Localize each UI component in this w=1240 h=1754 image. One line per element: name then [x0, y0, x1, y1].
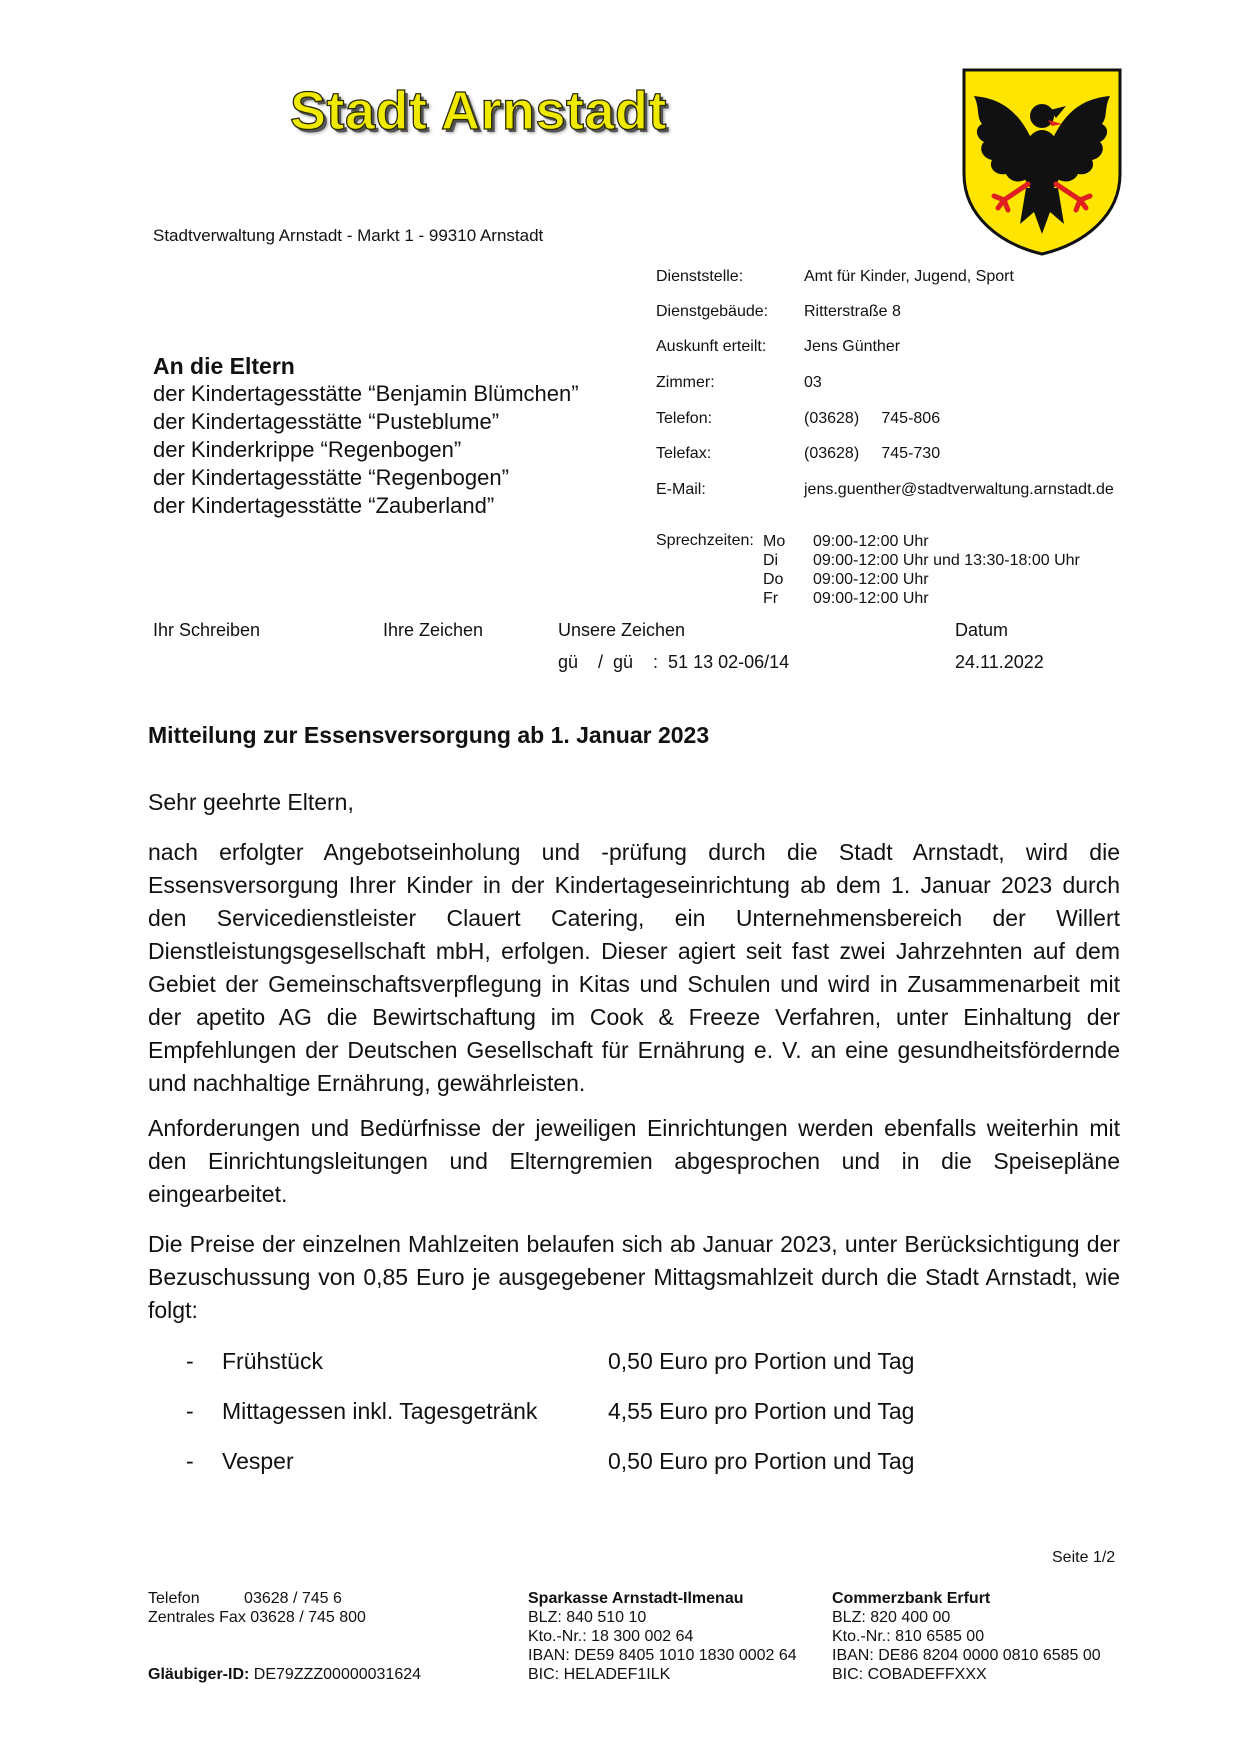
contact-value: Jens Günther	[804, 338, 901, 355]
office-hours-row	[763, 589, 929, 608]
contact-label: Telefon:	[656, 410, 713, 427]
letter-salutation: Sehr geehrte Eltern,	[148, 789, 354, 815]
datum-label: Datum	[955, 620, 1009, 640]
letter-paragraph: nach erfolgter Angebotseinholung und -prüfung durch die Stadt Arnstadt, wird die Essensversorgung Ihrer Kinder in der Kindertageseinrichtung ab dem 1. Januar 2023 durch den Servicedienstleister Clauert Catering, ein Unternehmensbereich der Willert Dienstleistungsgesellschaft mbH, erfolgen. Dieser agiert seit fast zwei Jahrzehnten auf dem Gebiet der Gemeinschaftsverpflegung in Kitas und Schulen und wird in Zusammenarbeit mit der apetito AG die Bewirtschaftung im Cook & Freeze Verfahren, unter Einhaltung der Empfehlungen der Deutschen Gesellschaft für Ernährung e. V. an eine gesundheitsfördernde und nachhaltige Ernährung, gewährleisten.	[148, 839, 1120, 1096]
sender-address-line: Stadtverwaltung Arnstadt - Markt 1 - 99310 Arnstadt	[153, 226, 544, 245]
contact-value: Ritterstraße 8	[804, 303, 901, 320]
unsere-zeichen-value: gü / gü : 51 13 02-06/14	[558, 652, 790, 672]
price-amount: 0,50 Euro pro Portion und Tag	[608, 1448, 915, 1474]
recipient-line: der Kindertagesstätte “Benjamin Blümchen”	[153, 381, 579, 406]
price-dash: -	[186, 1448, 194, 1474]
bank-line: BIC: COBADEFFXXX	[832, 1666, 987, 1683]
office-hours-time: 09:00-12:00 Uhr	[813, 590, 929, 607]
footer-phone: Telefon 03628 / 745 6	[148, 1590, 342, 1607]
contact-label: Dienstgebäude:	[656, 303, 769, 320]
page-number: Seite 1/2	[1052, 1549, 1116, 1566]
recipient-heading: An die Eltern	[153, 353, 295, 379]
office-hours-row	[763, 532, 929, 551]
recipient-line: der Kindertagesstätte “Regenbogen”	[153, 465, 509, 490]
contact-label: Telefax:	[656, 445, 712, 462]
office-hours-label: Sprechzeiten:	[656, 532, 754, 549]
letter-subject: Mitteilung zur Essensversorgung ab 1. Januar 2023	[148, 722, 710, 748]
city-title: Stadt Arnstadt	[290, 81, 668, 141]
creditor-value: DE79ZZZ00000031624	[253, 1666, 422, 1683]
office-hours-day: Mo	[763, 533, 786, 550]
price-dash: -	[186, 1398, 194, 1424]
office-hours-day: Fr	[763, 590, 779, 607]
recipient-line: der Kindertagesstätte “Pusteblume”	[153, 409, 500, 434]
black-eagle-coat-of-arms-icon	[960, 66, 1124, 258]
office-hours-row	[763, 570, 929, 589]
office-hours-day: Do	[763, 571, 784, 588]
recipient-line: der Kinderkrippe “Regenbogen”	[153, 437, 462, 462]
office-hours-row	[763, 551, 1080, 570]
price-item: Vesper	[222, 1448, 294, 1474]
unsere-zeichen-label: Unsere Zeichen	[558, 620, 686, 640]
recipient-block	[153, 352, 579, 520]
letter-paragraph: Die Preise der einzelnen Mahlzeiten belaufen sich ab Januar 2023, unter Berücksichtigung der Bezuschussung von 0,85 Euro je ausgegebener Mittagsmahlzeit durch die Stadt Arnstadt, wie folgt:	[148, 1231, 1120, 1323]
bank-line: IBAN: DE86 8204 0000 0810 6585 00	[832, 1647, 1101, 1664]
bank-line: BIC: HELADEF1ILK	[528, 1666, 671, 1683]
bank-line: IBAN: DE59 8405 1010 1830 0002 64	[528, 1647, 797, 1664]
bank-line: Kto.-Nr.: 18 300 002 64	[528, 1628, 694, 1645]
creditor-label: Gläubiger-ID:	[148, 1666, 250, 1683]
bank-name: Commerzbank Erfurt	[832, 1590, 991, 1607]
bank-line: Kto.-Nr.: 810 6585 00	[832, 1628, 985, 1645]
contact-label: Zimmer:	[656, 374, 715, 391]
office-hours-time: 09:00-12:00 Uhr und 13:30-18:00 Uhr	[813, 552, 1080, 569]
footer-bank-sparkasse	[528, 1589, 797, 1684]
price-amount: 4,55 Euro pro Portion und Tag	[608, 1398, 915, 1424]
footer-contact	[148, 1589, 366, 1627]
footer-fax: Zentrales Fax 03628 / 745 800	[148, 1609, 366, 1626]
contact-label: Auskunft erteilt:	[656, 338, 767, 355]
contact-value: 03	[804, 374, 822, 391]
ihr-schreiben-label: Ihr Schreiben	[153, 620, 261, 640]
office-hours-time: 09:00-12:00 Uhr	[813, 533, 929, 550]
office-hours-day: Di	[763, 552, 779, 569]
recipient-line: der Kindertagesstätte “Zauberland”	[153, 493, 495, 518]
contact-value: Amt für Kinder, Jugend, Sport	[804, 268, 1014, 285]
contact-value: (03628) 745-730	[804, 445, 941, 462]
contact-label: Dienststelle:	[656, 268, 744, 285]
price-item: Frühstück	[222, 1348, 323, 1374]
footer-creditor-id	[148, 1665, 421, 1684]
contact-value: (03628) 745-806	[804, 410, 941, 427]
bank-name: Sparkasse Arnstadt-Ilmenau	[528, 1590, 744, 1607]
datum-value: 24.11.2022	[955, 652, 1044, 672]
footer-bank-commerzbank	[832, 1589, 1101, 1684]
price-item: Mittagessen inkl. Tagesgetränk	[222, 1398, 538, 1424]
bank-line: BLZ: 840 510 10	[528, 1609, 647, 1626]
bank-line: BLZ: 820 400 00	[832, 1609, 951, 1626]
email-link[interactable]: jens.guenther@stadtverwaltung.arnstadt.de	[804, 481, 1114, 498]
contact-label: E-Mail:	[656, 481, 706, 498]
price-amount: 0,50 Euro pro Portion und Tag	[608, 1348, 915, 1374]
price-dash: -	[186, 1348, 194, 1374]
letter-paragraph: Anforderungen und Bedürfnisse der jeweiligen Einrichtungen werden ebenfalls weiterhin mit den Einrichtungsleitungen und Elterngremien abgesprochen und in die Speisepläne eingearbeitet.	[148, 1115, 1120, 1207]
office-hours-time: 09:00-12:00 Uhr	[813, 571, 929, 588]
ihre-zeichen-label: Ihre Zeichen	[383, 620, 484, 640]
